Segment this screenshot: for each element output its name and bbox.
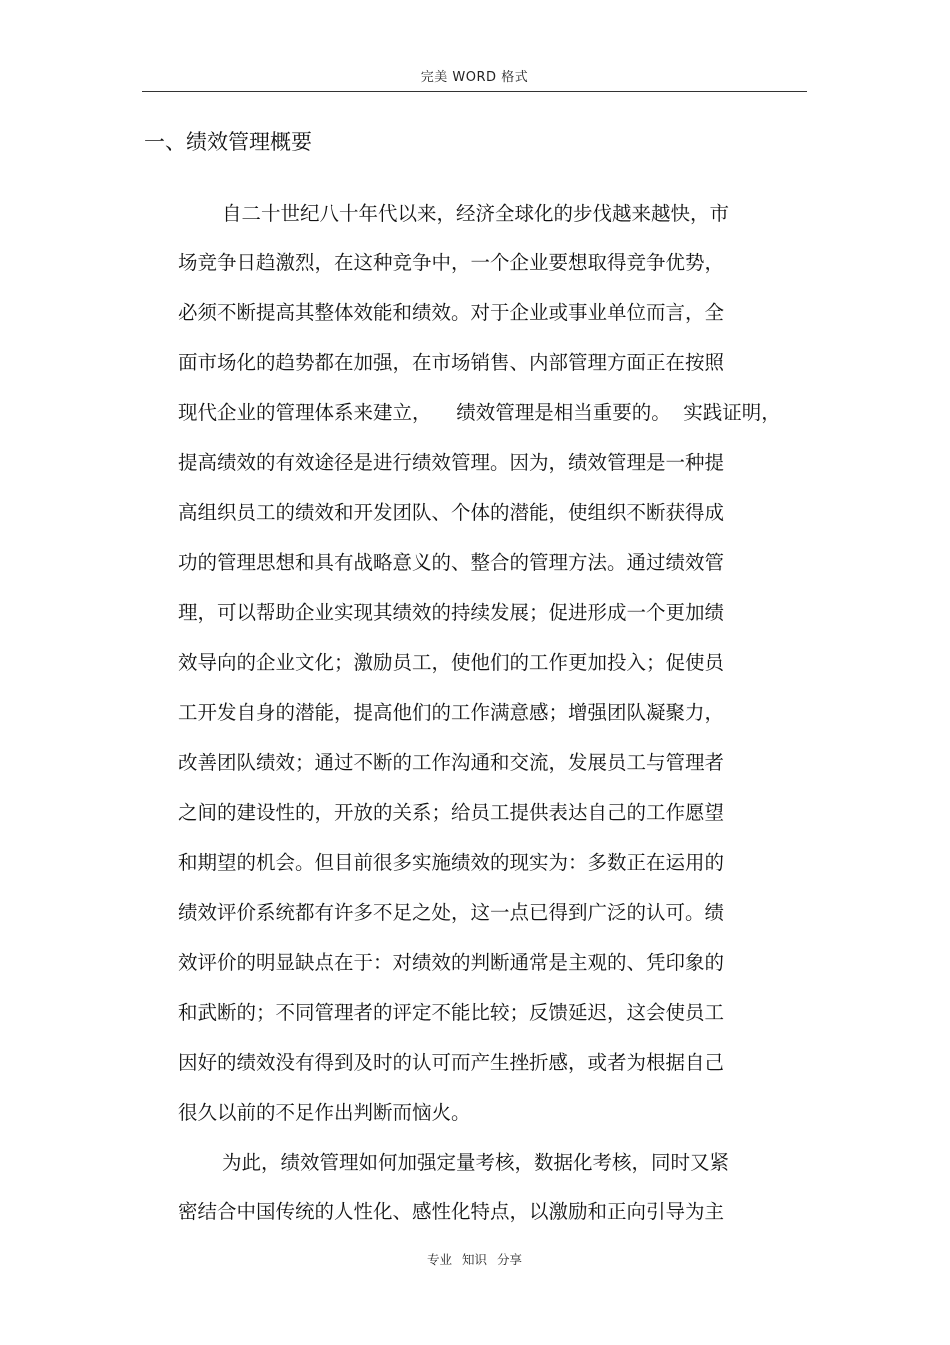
paragraph-line: 现代企业的管理体系来建立， 绩效管理是相当重要的。 实践证明， [178, 401, 781, 424]
paragraph-line: 很久以前的不足作出判断而恼火。 [178, 1101, 471, 1124]
paragraph-line: 理，可以帮助企业实现其绩效的持续发展；促进形成一个更加绩 [178, 601, 725, 624]
paragraph-line: 必须不断提高其整体效能和绩效。对于企业或事业单位而言，全 [178, 301, 725, 324]
paragraph-line: 工开发自身的潜能，提高他们的工作满意感；增强团队凝聚力， [178, 701, 725, 724]
page-footer: 专业 知识 分享 [427, 1252, 522, 1267]
header-divider [142, 91, 807, 92]
paragraph-line: 因好的绩效没有得到及时的认可而产生挫折感，或者为根据自己 [178, 1051, 725, 1074]
paragraph-line: 之间的建设性的，开放的关系；给员工提供表达自己的工作愿望 [178, 801, 725, 824]
paragraph-line: 高组织员工的绩效和开发团队、个体的潜能，使组织不断获得成 [178, 501, 725, 524]
paragraph-line: 密结合中国传统的人性化、感性化特点，以激励和正向引导为主 [178, 1200, 725, 1223]
paragraph-line: 和武断的；不同管理者的评定不能比较；反馈延迟，这会使员工 [178, 1001, 725, 1024]
paragraph-line: 绩效评价系统都有许多不足之处，这一点已得到广泛的认可。绩 [178, 901, 725, 924]
paragraph-line: 和期望的机会。但目前很多实施绩效的现实为：多数正在运用的 [178, 851, 725, 874]
paragraph-line: 场竞争日趋激烈，在这种竞争中，一个企业要想取得竞争优势， [178, 251, 725, 274]
page-header: 完美 WORD 格式 [420, 70, 529, 85]
section-heading: 一、绩效管理概要 [144, 130, 312, 154]
paragraph-line: 改善团队绩效；通过不断的工作沟通和交流，发展员工与管理者 [178, 751, 725, 774]
paragraph-line: 自二十世纪八十年代以来，经济全球化的步伐越来越快，市 [222, 202, 730, 225]
paragraph-line: 功的管理思想和具有战略意义的、整合的管理方法。通过绩效管 [178, 551, 725, 574]
paragraph-line: 提高绩效的有效途径是进行绩效管理。因为，绩效管理是一种提 [178, 451, 725, 474]
paragraph-line: 效导向的企业文化；激励员工，使他们的工作更加投入；促使员 [178, 651, 725, 674]
paragraph-line: 为此，绩效管理如何加强定量考核，数据化考核，同时又紧 [222, 1151, 730, 1174]
paragraph-line: 效评价的明显缺点在于：对绩效的判断通常是主观的、凭印象的 [178, 951, 725, 974]
paragraph-line: 面市场化的趋势都在加强，在市场销售、内部管理方面正在按照 [178, 351, 725, 374]
